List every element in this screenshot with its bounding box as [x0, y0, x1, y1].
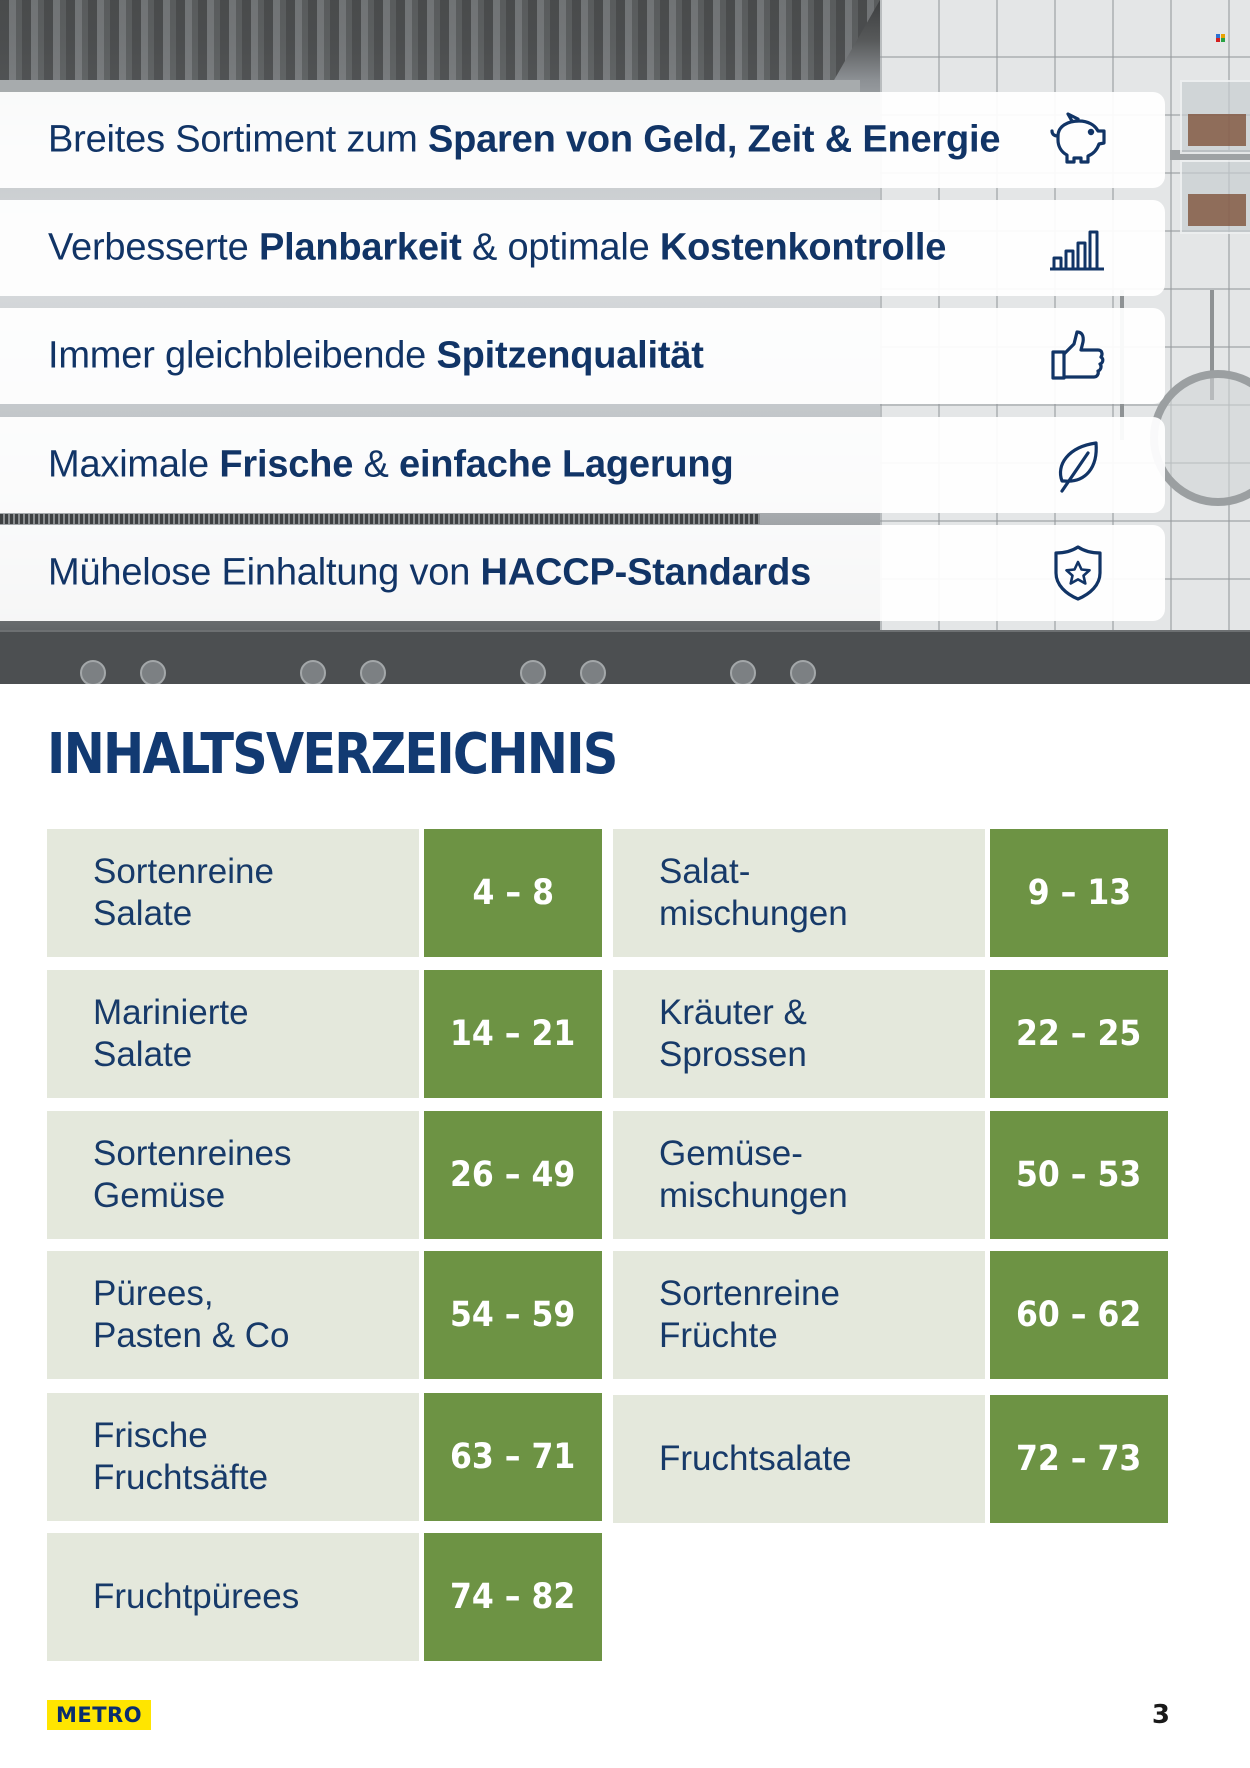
stove-knob: [580, 660, 606, 684]
toc-entry-pages: 22 – 25: [990, 970, 1168, 1098]
toc-entry[interactable]: [613, 829, 1168, 957]
toc-entry[interactable]: [47, 1533, 602, 1661]
toc-entry[interactable]: [47, 1251, 602, 1379]
feature-bar: [0, 200, 1165, 296]
toc-entry-label: Sortenreine Salate: [47, 829, 419, 957]
toc-entry-label: Salat- mischungen: [613, 829, 985, 957]
toc-entry-pages: 60 – 62: [990, 1251, 1168, 1379]
toc-entry[interactable]: [47, 829, 602, 957]
toc-title: INHALTSVERZEICHNIS: [47, 722, 617, 787]
toc-entry[interactable]: [47, 970, 602, 1098]
stove-rail: [0, 514, 760, 524]
toc-entry-pages: 54 – 59: [424, 1251, 602, 1379]
stove-knob: [140, 660, 166, 684]
toc-entry-label: Sortenreines Gemüse: [47, 1111, 419, 1239]
feature-bar: [0, 92, 1165, 188]
feature-text: Mühelose Einhaltung von HACCP-Standards: [48, 551, 812, 594]
toc-entry-label: Gemüse- mischungen: [613, 1111, 985, 1239]
toc-entry-pages: 14 – 21: [424, 970, 602, 1098]
toc-entry-pages: 63 – 71: [424, 1393, 602, 1521]
toc-entry-pages: 74 – 82: [424, 1533, 602, 1661]
leaf-icon: [1048, 435, 1108, 495]
stove-front: [0, 632, 1250, 684]
page-number: 3: [1151, 1700, 1170, 1730]
stove-knob: [790, 660, 816, 684]
toc-entry-pages: 50 – 53: [990, 1111, 1168, 1239]
shield-star-icon: [1048, 543, 1108, 603]
feature-text: Breites Sortiment zum Sparen von Geld, Zeit & Energie: [48, 118, 1001, 161]
toc-entry[interactable]: [613, 1395, 1168, 1523]
toc-entry[interactable]: [47, 1393, 602, 1521]
stove-knob: [360, 660, 386, 684]
storage-container: [1180, 80, 1250, 154]
toc-entry-label: Fruchtpürees: [47, 1533, 419, 1661]
feature-bar: [0, 417, 1165, 513]
stove-knob: [80, 660, 106, 684]
toc-entry-label: Frische Fruchtsäfte: [47, 1393, 419, 1521]
toc-entry[interactable]: [47, 1111, 602, 1239]
toc-entry-pages: 72 – 73: [990, 1395, 1168, 1523]
toc-entry-label: Marinierte Salate: [47, 970, 419, 1098]
feature-text: Verbesserte Planbarkeit & optimale Kostenkontrolle: [48, 226, 947, 269]
toc-entry-label: Pürees, Pasten & Co: [47, 1251, 419, 1379]
stove-knob: [520, 660, 546, 684]
toc-entry-pages: 26 – 49: [424, 1111, 602, 1239]
feature-bar: [0, 308, 1165, 404]
toc-entry[interactable]: [613, 970, 1168, 1098]
toc-entry-pages: 4 – 8: [424, 829, 602, 957]
stove-knob: [300, 660, 326, 684]
toc-entry-label: Sortenreine Früchte: [613, 1251, 985, 1379]
hood-edge: [0, 80, 860, 92]
toc-entry[interactable]: [613, 1251, 1168, 1379]
feature-text: Maximale Frische & einfache Lagerung: [48, 443, 734, 486]
thumbs-up-icon: [1048, 326, 1108, 386]
extractor-hood: [0, 0, 880, 92]
piggy-bank-icon: [1048, 110, 1108, 170]
bar-chart-icon: [1048, 218, 1108, 278]
toc-entry-label: Kräuter & Sprossen: [613, 970, 985, 1098]
toc-entry[interactable]: [613, 1111, 1168, 1239]
metro-logo: METRO: [47, 1700, 151, 1730]
storage-container: [1180, 160, 1250, 234]
stove-knob: [730, 660, 756, 684]
toc-entry-label: Fruchtsalate: [613, 1395, 985, 1523]
color-dots-icon: [1216, 34, 1230, 42]
feature-text: Immer gleichbleibende Spitzenqualität: [48, 334, 704, 377]
toc-entry-pages: 9 – 13: [990, 829, 1168, 957]
feature-bar: [0, 525, 1165, 621]
